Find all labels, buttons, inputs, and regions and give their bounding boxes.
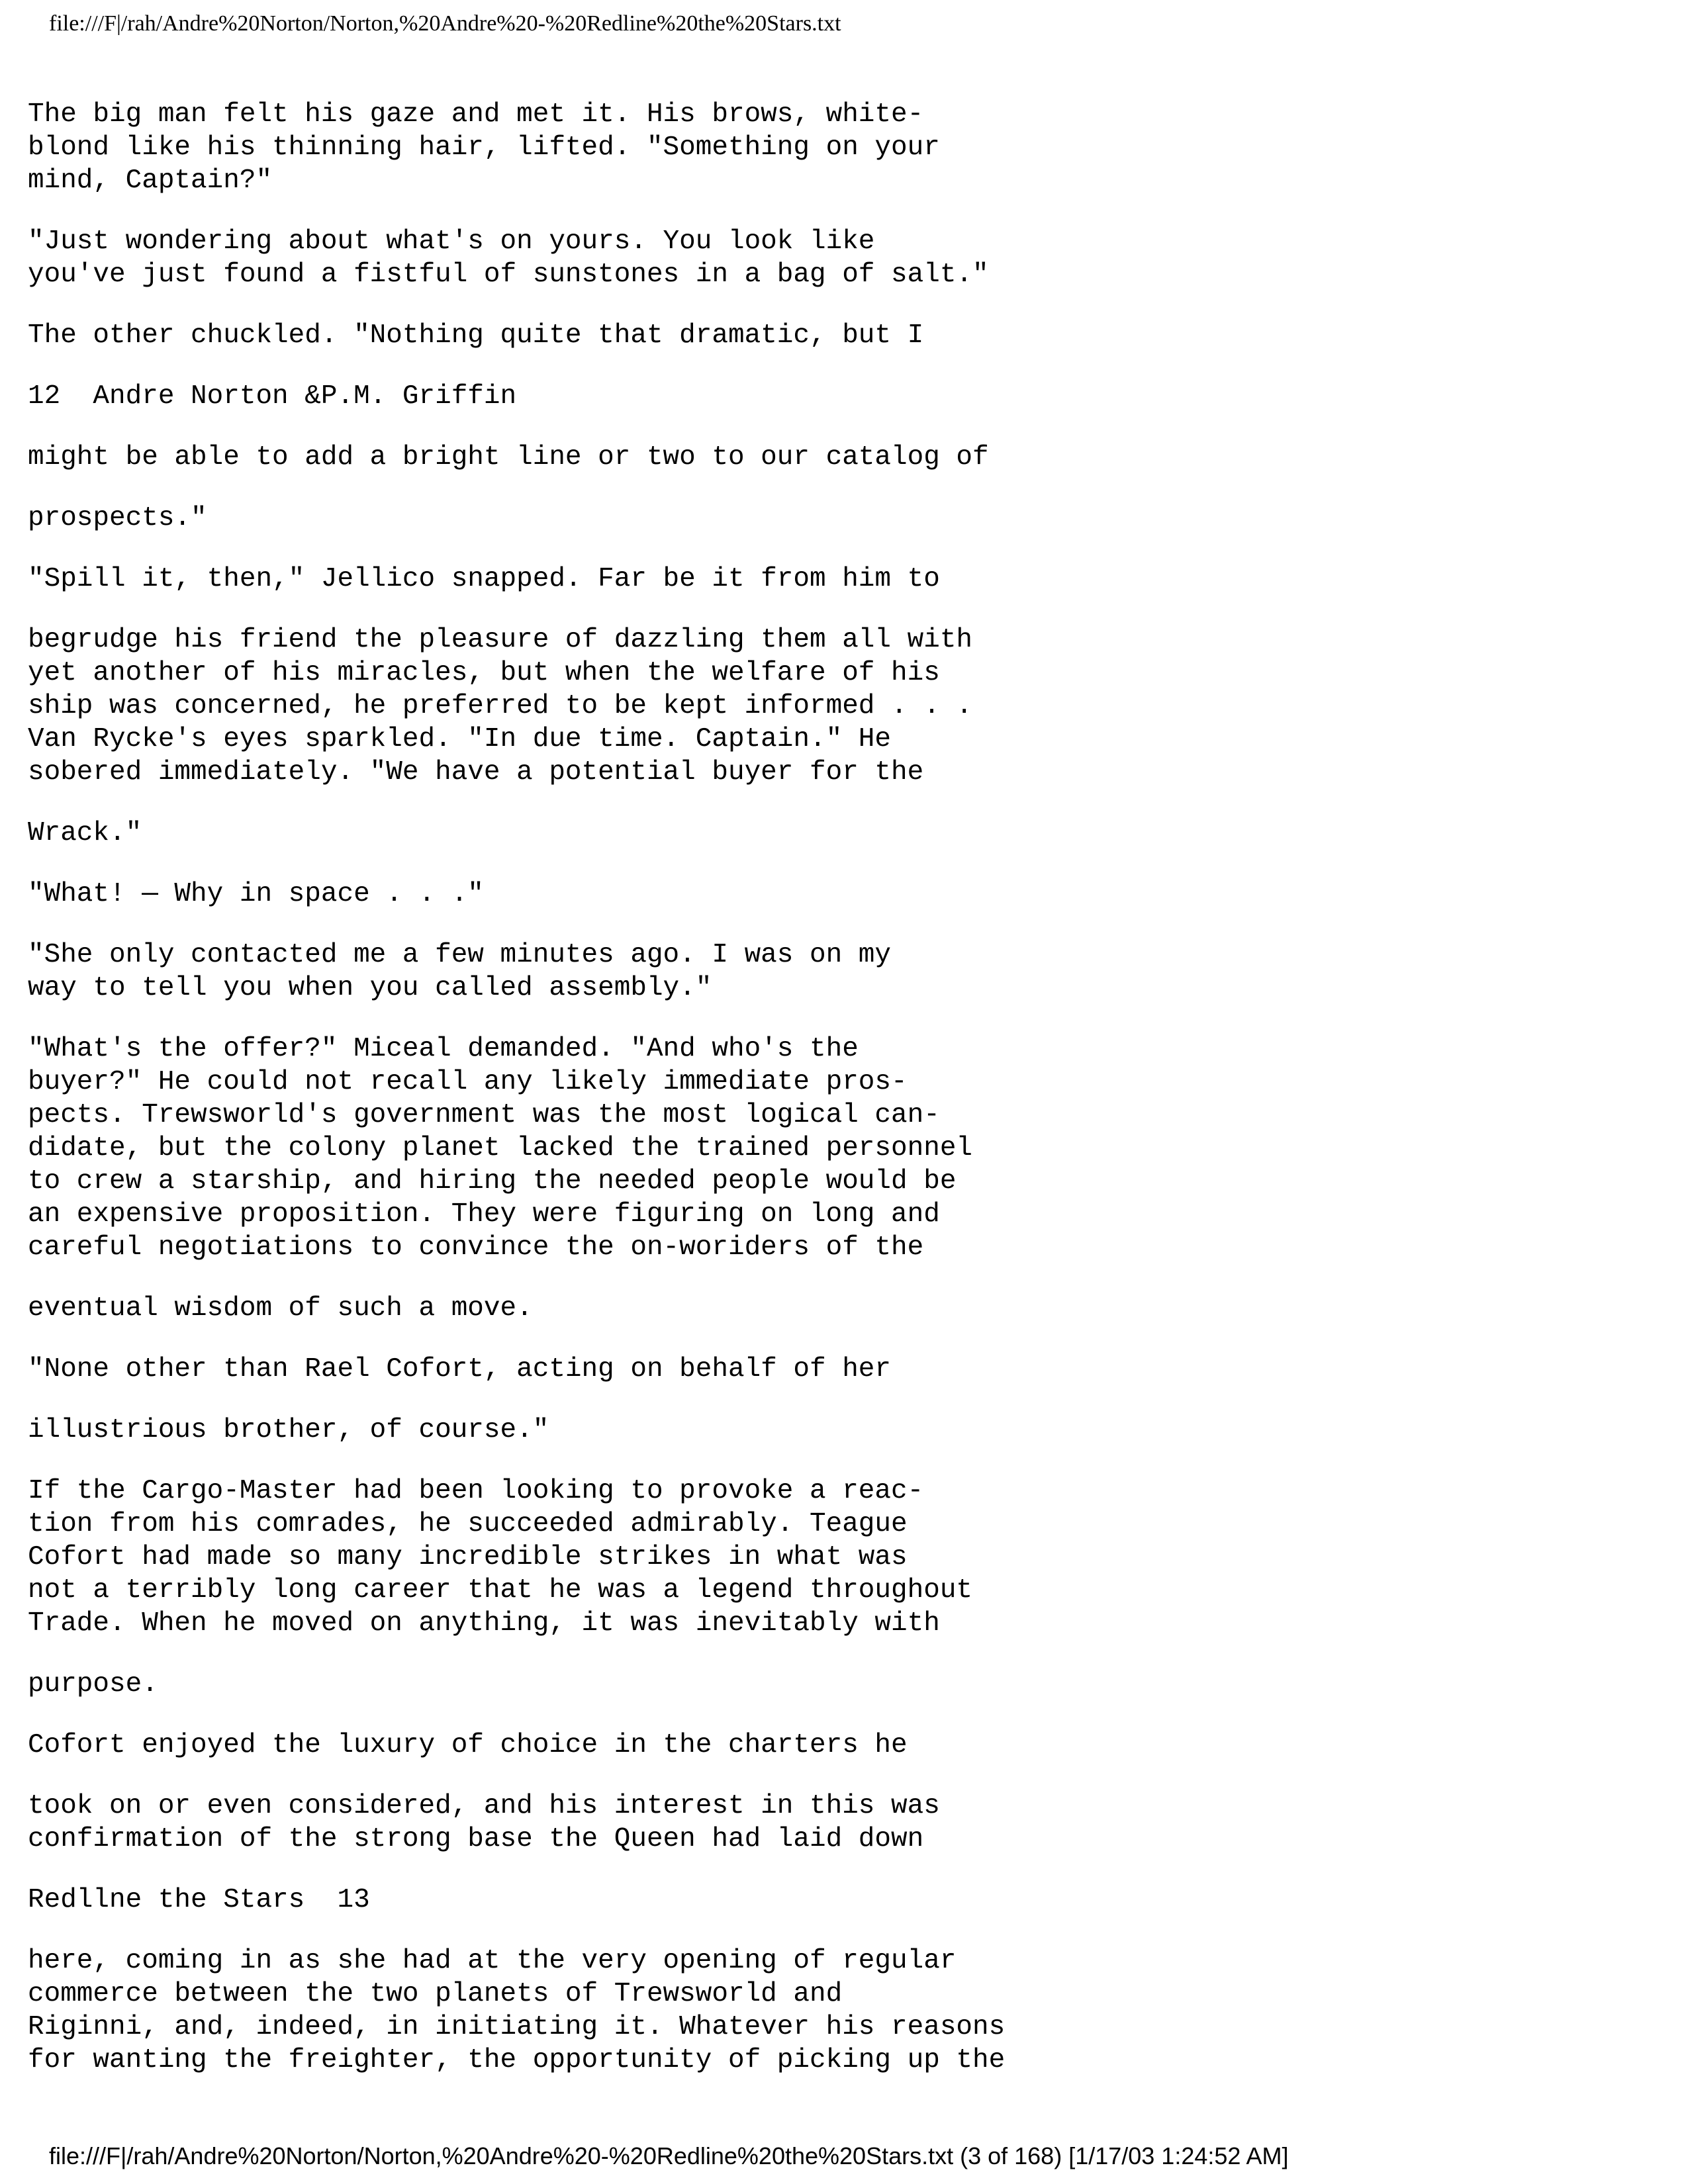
text-line: didate, but the colony planet lacked the trained personnel [28,1133,973,1163]
text-line: not a terribly long career that he was a legend throughout [28,1575,973,1606]
paragraph [28,380,1656,413]
text-line: way to tell you when you called assembly." [28,973,712,1003]
text-line: might be able to add a bright line or two to our catalog of [28,442,989,473]
paragraph [28,1668,1656,1701]
paragraph [28,1729,1656,1762]
paragraph [28,938,1656,1005]
text-line: The big man felt his gaze and met it. His brows, white- [28,99,924,130]
paragraph [28,319,1656,352]
document-text [28,98,1656,2105]
text-line: The other chuckled. "Nothing quite that dramatic, but I [28,320,924,351]
text-line: "Spill it, then," Jellico snapped. Far be it from him to [28,564,940,594]
text-line: Van Rycke's eyes sparkled. "In due time. Captain." He [28,724,892,754]
text-line: pects. Trewsworld's government was the most logical can- [28,1100,940,1130]
text-line: Redllne the Stars 13 [28,1885,370,1915]
text-line: "Just wondering about what's on yours. You look like [28,226,875,257]
paragraph [28,502,1656,535]
text-line: tion from his comrades, he succeeded admirably. Teague [28,1509,908,1539]
text-line: "What's the offer?" Miceal demanded. "And who's the [28,1034,859,1064]
text-line: Cofort had made so many incredible strikes in what was [28,1542,908,1572]
text-line: "None other than Rael Cofort, acting on behalf of her [28,1354,892,1385]
text-line: "She only contacted me a few minutes ago. I was on my [28,940,892,970]
text-line: to crew a starship, and hiring the needed people would be [28,1166,957,1197]
text-line: "What! — Why in space . . ." [28,879,484,909]
paragraph [28,1944,1656,2077]
paragraph [28,817,1656,850]
paragraph [28,1414,1656,1447]
text-line: you've just found a fistful of sunstones in a bag of salt." [28,259,989,290]
text-line: begrudge his friend the pleasure of dazzling them all with [28,625,973,655]
paragraph [28,878,1656,911]
text-line: Wrack." [28,818,142,848]
text-line: Trade. When he moved on anything, it was inevitably with [28,1608,940,1639]
text-line: sobered immediately. "We have a potential buyer for the [28,757,924,788]
paragraph [28,1292,1656,1325]
text-line: Cofort enjoyed the luxury of choice in the charters he [28,1730,908,1760]
paragraph [28,441,1656,474]
text-line: took on or even considered, and his interest in this was [28,1791,940,1821]
text-line: eventual wisdom of such a move. [28,1293,533,1324]
text-line: 12 Andre Norton &P.M. Griffin [28,381,517,412]
text-line: If the Cargo-Master had been looking to provoke a reac- [28,1476,924,1506]
text-line: illustrious brother, of course." [28,1415,549,1445]
paragraph [28,563,1656,596]
text-line: purpose. [28,1669,158,1700]
text-line: careful negotiations to convince the on-woriders of the [28,1232,924,1263]
paragraph [28,225,1656,291]
text-line: blond like his thinning hair, lifted. "Something on your [28,132,940,163]
text-line: buyer?" He could not recall any likely immediate pros- [28,1067,908,1097]
text-line: here, coming in as she had at the very opening of regular [28,1946,957,1976]
text-line: an expensive proposition. They were figuring on long and [28,1199,940,1230]
text-line: yet another of his miracles, but when the welfare of his [28,658,940,688]
paragraph [28,1353,1656,1386]
text-line: Riginni, and, indeed, in initiating it. Whatever his reasons [28,2012,1006,2042]
paragraph [28,1032,1656,1264]
paragraph [28,623,1656,789]
file-path-footer: file:///F|/rah/Andre%20Norton/Norton,%20Andre%20-%20Redline%20the%20Stars.txt (3 of 168) [1/17/03 1:24:52 AM] [49,2142,1289,2169]
paragraph [28,1475,1656,1640]
text-line: ship was concerned, he preferred to be kept informed . . . [28,691,973,721]
paragraph [28,98,1656,197]
file-path-header: file:///F|/rah/Andre%20Norton/Norton,%20Andre%20-%20Redline%20the%20Stars.txt [49,11,841,36]
text-line: mind, Captain?" [28,165,273,196]
paragraph [28,1790,1656,1856]
text-line: for wanting the freighter, the opportunity of picking up the [28,2045,1006,2075]
text-line: prospects." [28,503,207,533]
text-line: confirmation of the strong base the Queen had laid down [28,1824,924,1854]
paragraph [28,1884,1656,1917]
text-line: commerce between the two planets of Trewsworld and [28,1979,843,2009]
